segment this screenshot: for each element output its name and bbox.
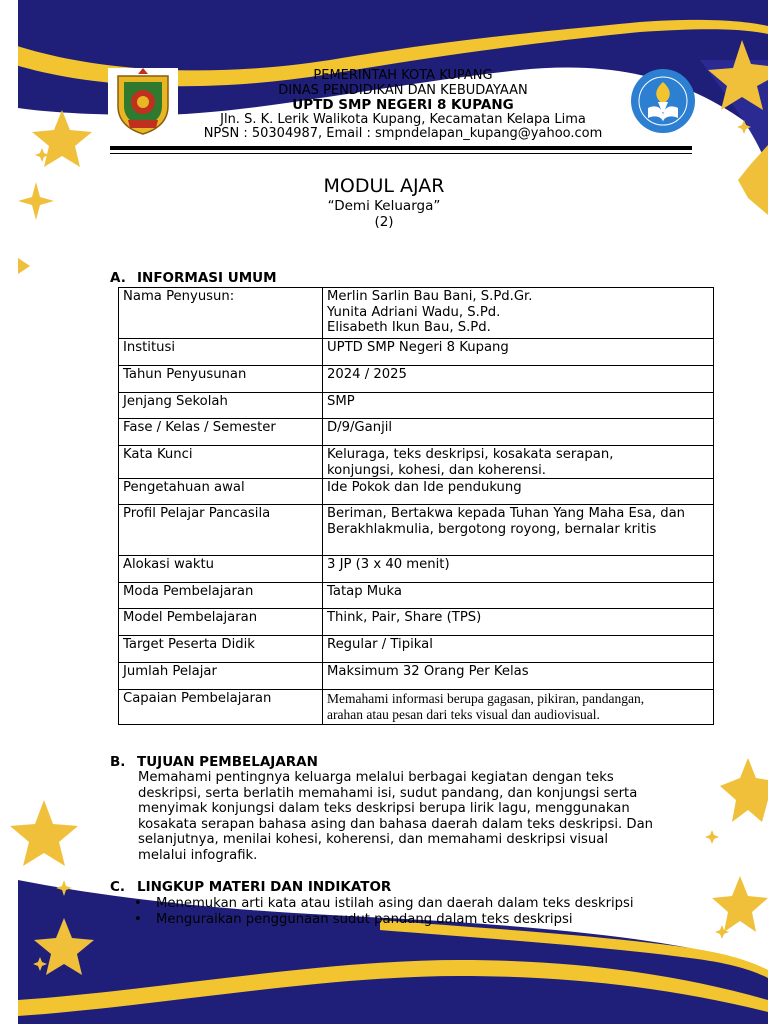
section-title: TUJUAN PEMBELAJARAN [137,754,318,770]
letterhead-text [180,69,626,142]
table-row [119,609,714,636]
document-subtitle [0,198,768,230]
value-line: Berakhlakmulia, bergotong royong, bernalar kritis [327,521,657,537]
author-line: Merlin Sarlin Bau Bani, S.Pd.Gr. [327,289,533,304]
row-value: Think, Pair, Share (TPS) [323,609,714,636]
row-key: Moda Pembelajaran [119,583,323,609]
section-title: LINGKUP MATERI DAN INDIKATOR [137,879,392,895]
tut-wuri-handayani-icon [628,68,698,134]
info-table [118,287,714,725]
school-name: UPTD SMP NEGERI 8 KUPANG [292,97,514,113]
table-row [119,393,714,419]
school-contact: NPSN : 50304987, Email : smpndelapan_kupang@yahoo.com [203,126,603,141]
row-key: Tahun Penyusunan [119,366,323,393]
paragraph-line: selanjutnya, menilai kohesi, koherensi, dan memahami deskripsi visual [138,832,608,847]
left-navy-strip [0,0,18,1024]
row-key: Institusi [119,339,323,366]
table-row [119,339,714,366]
section-title: INFORMASI UMUM [137,270,277,286]
module-theme: “Demi Keluarga” [327,198,441,214]
table-row [119,663,714,690]
government-name: PEMERINTAH KOTA KUPANG [313,68,493,83]
row-value: D/9/Ganjil [323,419,714,446]
value-line: Keluraga, teks deskripsi, kosakata serapan, [327,447,614,462]
author-line: Yunita Adriani Wadu, S.Pd. [327,304,501,320]
section-number: B. [110,754,126,770]
table-row [119,556,714,583]
row-key: Profil Pelajar Pancasila [119,505,323,556]
table-row [119,419,714,446]
department-name: DINAS PENDIDIKAN DAN KEBUDAYAAN [278,82,528,98]
table-row [119,288,714,339]
row-value [323,288,714,339]
row-value: Maksimum 32 Orang Per Kelas [323,663,714,690]
row-key: Alokasi waktu [119,556,323,583]
school-address: Jln. S. K. Lerik Walikota Kupang, Kecamatan Kelapa Lima [220,111,586,127]
section-a-heading [110,270,277,286]
table-row [119,690,714,725]
table-row [119,636,714,663]
kota-kupang-emblem-icon [108,68,178,136]
value-line: konjungsi, kohesi, dan koherensi. [327,462,546,478]
list-item: • Menguraikan penggunaan sudut pandang dalam teks deskripsi [134,912,714,928]
row-key: Fase / Kelas / Semester [119,419,323,446]
section-b-heading [110,754,318,770]
table-row [119,446,714,479]
row-key: Kata Kunci [119,446,323,479]
table-row [119,479,714,505]
row-value: 3 JP (3 x 40 menit) [323,556,714,583]
row-key: Capaian Pembelajaran [119,690,323,725]
paragraph-line: Memahami pentingnya keluarga melalui berbagai kegiatan dengan teks [138,770,614,785]
row-key: Nama Penyusun: [119,288,323,339]
row-value [323,505,714,556]
row-value [323,446,714,479]
row-key: Model Pembelajaran [119,609,323,636]
value-line: Beriman, Bertakwa kepada Tuhan Yang Maha Esa, dan [327,506,686,521]
module-number: (2) [374,214,394,230]
row-key: Jenjang Sekolah [119,393,323,419]
paragraph-line: melalui infografik. [138,847,258,863]
section-c-heading [110,879,391,895]
table-row [119,583,714,609]
row-value: UPTD SMP Negeri 8 Kupang [323,339,714,366]
row-value: SMP [323,393,714,419]
paragraph-line: kosakata serapan bahasa asing dan bahasa daerah dalam teks deskripsi. Dan [138,816,654,832]
value-line: Memahami informasi berupa gagasan, pikiran, pandangan, [327,691,645,706]
value-line: arahan atau pesan dari teks visual dan audiovisual. [327,706,600,722]
row-value: 2024 / 2025 [323,366,714,393]
learning-objectives-paragraph [138,770,718,863]
row-key: Jumlah Pelajar [119,663,323,690]
header-rule-thick [110,146,692,150]
row-key: Target Peserta Didik [119,636,323,663]
table-row [119,505,714,556]
row-value: Tatap Muka [323,583,714,609]
document-title: MODUL AJAR [323,175,445,197]
paragraph-line: menyimak konjungsi dalam teks deskripsi berupa lirik lagu, menggunakan [138,801,630,816]
author-line: Elisabeth Ikun Bau, S.Pd. [327,320,491,335]
table-row [119,366,714,393]
list-item: • Menemukan arti kata atau istilah asing dan daerah dalam teks deskripsi [134,896,714,912]
section-number: C. [110,879,126,895]
paragraph-line: deskripsi, serta berlatih memahami isi, sudut pandang, dan konjungsi serta [138,785,638,801]
row-key: Pengetahuan awal [119,479,323,505]
indicator-list [134,896,714,927]
section-number: A. [110,270,126,286]
row-value: Ide Pokok dan Ide pendukung [323,479,714,505]
row-value [323,690,714,725]
row-value: Regular / Tipikal [323,636,714,663]
header-rule-thin [110,153,692,154]
